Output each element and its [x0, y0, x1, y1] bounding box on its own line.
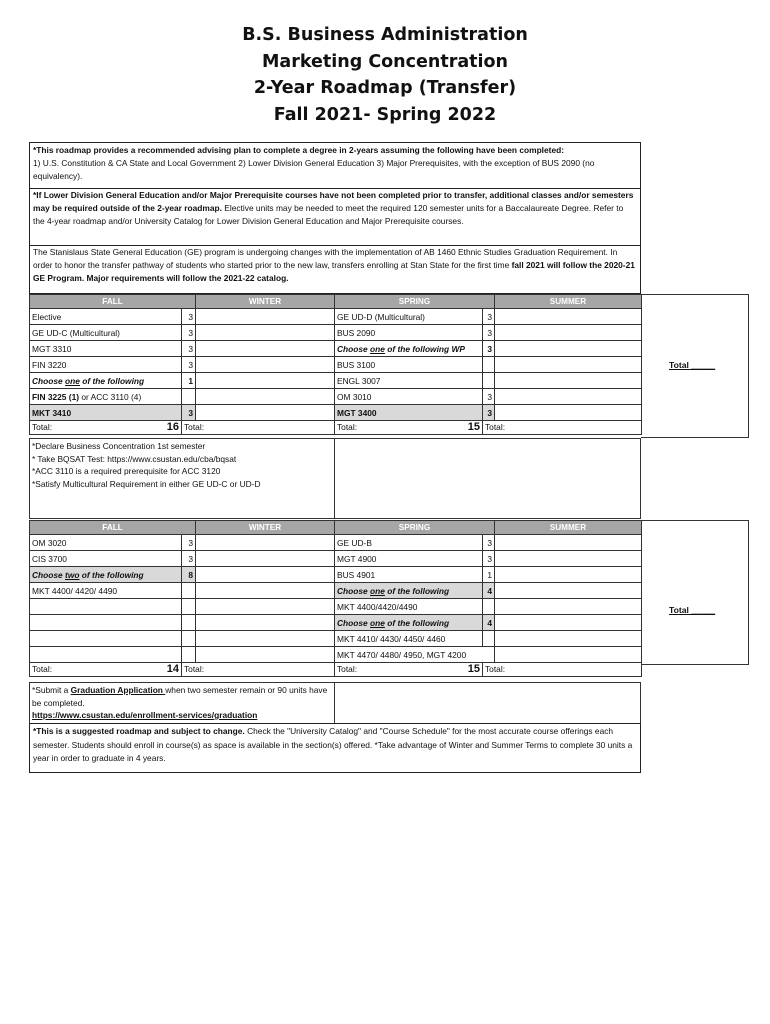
- winter-total-label: Total:: [182, 421, 335, 435]
- summer-total-label: Total:: [483, 663, 642, 677]
- footer-bold: *This is a suggested roadmap and subject to change.: [33, 726, 245, 736]
- year1-notes: [29, 438, 335, 519]
- summer-cell: [495, 325, 642, 341]
- units-cell: 8: [182, 567, 196, 583]
- table-row: [30, 615, 642, 631]
- summer-cell: [495, 535, 642, 551]
- summer-cell: [495, 647, 642, 663]
- units-cell: [182, 615, 196, 631]
- summer-cell: [495, 405, 642, 421]
- units-cell: [483, 599, 495, 615]
- units-cell: 3: [182, 535, 196, 551]
- units-cell: [483, 631, 495, 647]
- units-cell: [182, 389, 196, 405]
- course-cell: Choose one of the following: [335, 615, 483, 631]
- winter-cell: [196, 599, 335, 615]
- intro-additional-classes-note: [29, 188, 641, 246]
- footer-note: [29, 723, 641, 773]
- winter-total-label: Total:: [182, 663, 335, 677]
- fall-total-value: 14: [166, 663, 179, 675]
- summer-cell: [495, 599, 642, 615]
- units-cell: [182, 631, 196, 647]
- units-cell: [182, 583, 196, 599]
- winter-cell: [196, 389, 335, 405]
- title-line-1: B.S. Business Administration: [242, 25, 528, 45]
- units-cell: 4: [483, 583, 495, 599]
- units-cell: 3: [182, 405, 196, 421]
- course-cell: [30, 615, 182, 631]
- course-cell: [30, 647, 182, 663]
- spring-total-label: Total: 15: [335, 663, 483, 677]
- summer-cell: [495, 389, 642, 405]
- units-cell: 1: [483, 567, 495, 583]
- year2-total-row: [30, 663, 642, 677]
- summer-cell: [495, 615, 642, 631]
- units-cell: 3: [483, 405, 495, 421]
- course-cell: MGT 4900: [335, 551, 483, 567]
- spring-total-value: 15: [467, 421, 480, 433]
- winter-cell: [196, 535, 335, 551]
- course-cell: FIN 3225 (1) or ACC 3110 (4): [30, 389, 182, 405]
- course-cell: ENGL 3007: [335, 373, 483, 389]
- winter-cell: [196, 631, 335, 647]
- fall-total-label: Total: 14: [30, 663, 182, 677]
- summer-cell: [495, 631, 642, 647]
- year1-table: [29, 294, 642, 435]
- units-cell: 4: [483, 615, 495, 631]
- table-row: [30, 631, 642, 647]
- note-text: when two semester remain or 90 units have be completed.: [32, 685, 328, 708]
- units-cell: [182, 599, 196, 615]
- fall-total-label: Total: 16: [30, 421, 182, 435]
- table-row: [30, 535, 642, 551]
- units-cell: 3: [182, 309, 196, 325]
- spring-total-label: Total: 15: [335, 421, 483, 435]
- note-line: * Take BQSAT Test: https://www.csustan.edu/cba/bqsat: [32, 453, 237, 464]
- summer-cell: [495, 583, 642, 599]
- summer-cell: [495, 551, 642, 567]
- year1-summer-header: SUMMER: [495, 295, 642, 309]
- title-line-3: 2-Year Roadmap (Transfer): [253, 78, 517, 98]
- course-cell: GE UD-B: [335, 535, 483, 551]
- table-row: [30, 373, 642, 389]
- table-row: [30, 341, 642, 357]
- summer-cell: [495, 341, 642, 357]
- intro-ge-program-note: [29, 245, 641, 294]
- year1-winter-header: WINTER: [196, 295, 335, 309]
- course-cell: MGT 3400: [335, 405, 483, 421]
- year1-header-row: [30, 295, 642, 309]
- table-row: [30, 647, 642, 663]
- intro-prerequisites-note: [29, 142, 641, 189]
- winter-cell: [196, 567, 335, 583]
- year1-side-total-box: [641, 294, 749, 438]
- course-cell: OM 3020: [30, 535, 182, 551]
- year1-total-row: [30, 421, 642, 435]
- intro-p2-text: Elective units may be needed to meet the required 120 semester units for a Baccalaureate Degree. Refer to the 4-year roadmap and/or University Catalog for Lower Division General Education and Major Prerequisite courses.: [33, 203, 624, 226]
- table-row: [30, 325, 642, 341]
- units-cell: [483, 373, 495, 389]
- course-cell: Choose one of the following WP: [335, 341, 483, 357]
- winter-cell: [196, 373, 335, 389]
- year2-summer-header: SUMMER: [495, 521, 642, 535]
- year1-notes-blank: [334, 438, 641, 519]
- table-row: [30, 357, 642, 373]
- note-line: *Satisfy Multicultural Requirement in either GE UD-C or UD-D: [32, 478, 261, 489]
- spring-total-value: 15: [467, 663, 480, 675]
- course-cell: MGT 3310: [30, 341, 182, 357]
- table-row: [30, 389, 642, 405]
- year2-fall-header: FALL: [30, 521, 196, 535]
- course-cell: GE UD-D (Multicultural): [335, 309, 483, 325]
- fall-total-value: 16: [166, 421, 179, 433]
- year1-spring-header: SPRING: [335, 295, 495, 309]
- document-title: [0, 22, 770, 128]
- course-cell: Choose one of the following: [335, 583, 483, 599]
- year2-notes-blank: [334, 682, 641, 724]
- graduation-application-link[interactable]: Graduation Application: [70, 685, 166, 695]
- table-row: [30, 405, 642, 421]
- year2-table: [29, 520, 642, 677]
- units-cell: 3: [483, 535, 495, 551]
- course-cell: MKT 4400/ 4420/ 4490: [30, 583, 182, 599]
- table-row: [30, 599, 642, 615]
- winter-cell: [196, 405, 335, 421]
- units-cell: 3: [182, 357, 196, 373]
- course-cell: BUS 4901: [335, 567, 483, 583]
- units-cell: 1: [182, 373, 196, 389]
- course-cell: MKT 3410: [30, 405, 182, 421]
- summer-cell: [495, 309, 642, 325]
- summer-cell: [495, 357, 642, 373]
- units-cell: [182, 647, 196, 663]
- year2-spring-header: SPRING: [335, 521, 495, 535]
- table-row: [30, 551, 642, 567]
- course-cell: BUS 2090: [335, 325, 483, 341]
- footer-text: Check the "University Catalog" and "Course Schedule" for the most accurate course offerings each semester. Students should enroll in course(s) as space is available in the section(s) offered. *Take advantage of Winter and Summer Terms to complete 30 units a year in order to graduate in 4 years.: [33, 726, 633, 763]
- table-row: [30, 309, 642, 325]
- course-cell: MKT 4410/ 4430/ 4450/ 4460: [335, 631, 483, 647]
- summer-cell: [495, 373, 642, 389]
- note-text: *Submit a: [32, 685, 71, 695]
- units-cell: 3: [483, 341, 495, 357]
- intro-p1-text: 1) U.S. Constitution & CA State and Local Government 2) Lower Division General Education 3) Major Prerequisites, with the exception of BUS 2090 (no equivalency).: [33, 158, 595, 181]
- winter-cell: [196, 357, 335, 373]
- course-cell: CIS 3700: [30, 551, 182, 567]
- course-cell: BUS 3100: [335, 357, 483, 373]
- year2-header-row: [30, 521, 642, 535]
- course-cell: Choose two of the following: [30, 567, 182, 583]
- intro-p3-text: The Stanislaus State General Education (GE) program is undergoing changes with the implementation of AB 1460 Ethnic Studies Graduation Requirement. In order to honor the transfer pathway of students who started prior to the new law, transfers enrolling at Stan State for the first time: [33, 247, 618, 270]
- year2-notes: [29, 682, 335, 724]
- table-row: [30, 583, 642, 599]
- table-row: [30, 567, 642, 583]
- units-cell: 3: [483, 551, 495, 567]
- course-cell: Choose one of the following: [30, 373, 182, 389]
- course-cell: MKT 4470/ 4480/ 4950, MGT 4200: [335, 647, 495, 663]
- year1-side-total: Total _____: [669, 360, 716, 370]
- course-cell: [30, 631, 182, 647]
- winter-cell: [196, 647, 335, 663]
- course-cell: OM 3010: [335, 389, 483, 405]
- note-line: *Declare Business Concentration 1st semester: [32, 441, 206, 451]
- units-cell: 3: [182, 325, 196, 341]
- course-cell: GE UD-C (Multicultural): [30, 325, 182, 341]
- units-cell: 3: [483, 309, 495, 325]
- course-cell: FIN 3220: [30, 357, 182, 373]
- winter-cell: [196, 583, 335, 599]
- title-line-2: Marketing Concentration: [261, 51, 508, 72]
- title-line-4: Fall 2021- Spring 2022: [273, 104, 497, 125]
- year2-side-total-box: [641, 520, 749, 665]
- note-line: *ACC 3110 is a required prerequisite for ACC 3120: [32, 466, 221, 476]
- course-cell: MKT 4400/4420/4490: [335, 599, 483, 615]
- units-cell: [483, 357, 495, 373]
- intro-p1-bold: *This roadmap provides a recommended advising plan to complete a degree in 2-years assuming the following have been completed:: [33, 145, 565, 155]
- winter-cell: [196, 615, 335, 631]
- winter-cell: [196, 341, 335, 357]
- units-cell: 3: [483, 325, 495, 341]
- course-cell: Elective: [30, 309, 182, 325]
- year2-winter-header: WINTER: [196, 521, 335, 535]
- summer-total-label: Total:: [483, 421, 642, 435]
- intro-p2-bold: *If Lower Division General Education and/or Major Prerequisite courses have not been completed prior to transfer, additional classes and/or semesters may be required outside of the 2-year roadmap.: [33, 190, 634, 213]
- units-cell: 3: [182, 341, 196, 357]
- graduation-url-link[interactable]: https://www.csustan.edu/enrollment-services/graduation: [32, 710, 258, 720]
- units-cell: 3: [182, 551, 196, 567]
- units-cell: 3: [483, 389, 495, 405]
- course-cell: [30, 599, 182, 615]
- intro-p3-bold: fall 2021 will follow the 2020-21 GE Program. Major requirements will follow the 2021-22 catalog.: [33, 260, 635, 283]
- summer-cell: [495, 567, 642, 583]
- year2-side-total: Total _____: [669, 605, 716, 615]
- winter-cell: [196, 551, 335, 567]
- year1-fall-header: FALL: [30, 295, 196, 309]
- winter-cell: [196, 325, 335, 341]
- winter-cell: [196, 309, 335, 325]
